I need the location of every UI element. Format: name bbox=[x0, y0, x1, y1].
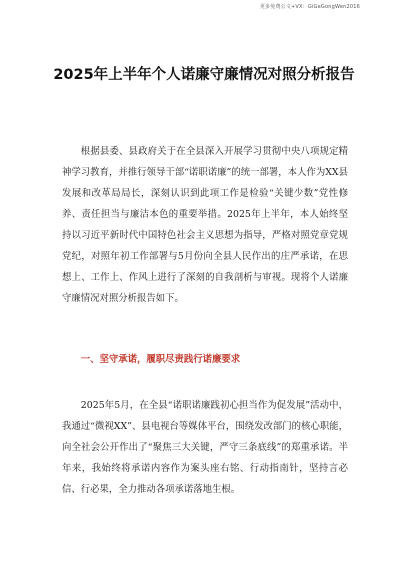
header-watermark: 更多免费公文+VX：GiGeGongWen2016 bbox=[259, 4, 360, 10]
paragraph-intro: 根据县委、县政府关于在全县深入开展学习贯彻中央八项规定精神学习教育，并推行领导干部“诺职诺廉”的统一部署，本人作为XX县发展和改革局局长，深刻认识到此项工作是检验“关键少数”党性修养、责任担当与廉洁本色的重要举措。2025年上半年，本人始终坚持以习近平新时代中国特色社会主义思想为指导，严格对照党章党规党纪，对照年初工作部署与5月份向全县人民作出的庄严承诺，在思想上、工作上、作风上进行了深刻的自我剖析与审视。现将个人诺廉守廉情况对照分析报告如下。 bbox=[62, 146, 348, 304]
paragraph-section-1: 2025年5月，在全县“诺职诺廉践初心担当作为促发展”活动中，我通过“微视XX”、县电视台等媒体平台，围绕发改部门的核心职能，向全社会公开作出了“聚焦三大关键，严守三条底线”的郑重承诺。半年来，我始终将承诺内容作为案头座右铭、行动指南针，坚持言必信、行必果，全力推动各项承诺落地生根。 bbox=[62, 400, 348, 495]
document-title: 2025年上半年个人诺廉守廉情况对照分析报告 bbox=[53, 67, 355, 83]
section-heading-1: 一、坚守承诺，履职尽责践行诺廉要求 bbox=[80, 354, 241, 365]
